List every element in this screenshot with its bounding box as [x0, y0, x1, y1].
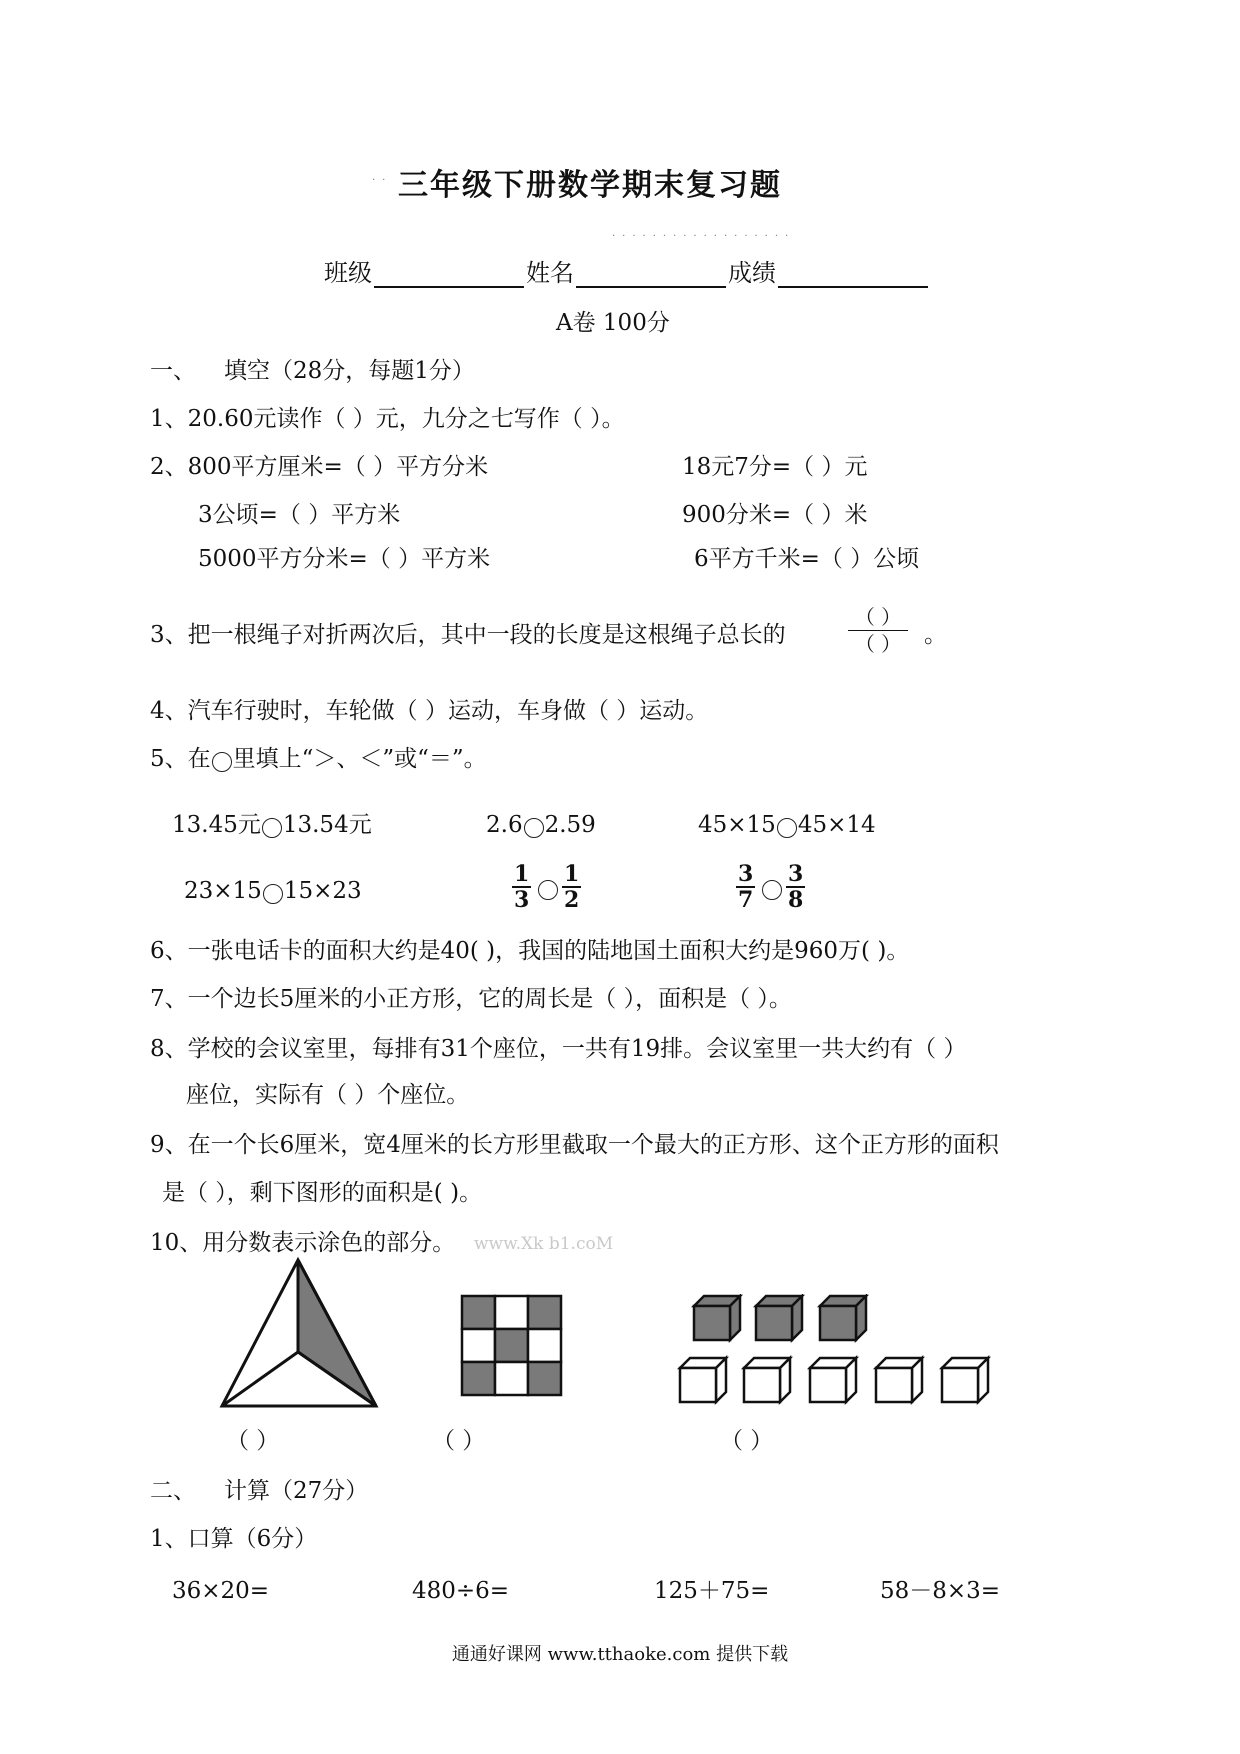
cube-shaded — [756, 1296, 802, 1340]
class-field[interactable] — [374, 262, 524, 288]
compare-b — [486, 810, 596, 840]
question-9a: 9、在一个长6厘米，宽4厘米的长方形里截取一个最大的正方形、这个正方形的面积 — [150, 1132, 999, 1158]
grid-cell-shaded — [462, 1362, 495, 1395]
info-row — [324, 258, 930, 288]
grid-cell — [528, 1329, 561, 1362]
section1-heading: 填空（28分，每题1分） — [224, 358, 475, 384]
name-field[interactable] — [576, 262, 726, 288]
question-2f: 6平方千米=（ ）公顷 — [694, 546, 920, 572]
section2-heading: 计算（27分） — [224, 1478, 369, 1504]
section2-number: 二、 — [150, 1478, 196, 1504]
grid-cell — [495, 1296, 528, 1329]
cube-white — [744, 1358, 790, 1402]
footer: 通通好课网 www.tthaoke.com 提供下载 — [451, 1644, 789, 1665]
denominator: 3 — [514, 887, 530, 913]
fraction-3-8 — [786, 862, 805, 912]
calc-item: 58－8×3= — [880, 1578, 1001, 1604]
score-field[interactable] — [778, 262, 928, 288]
score-label: 成绩 — [728, 259, 776, 287]
compare-circle[interactable] — [538, 880, 558, 900]
question-4: 4、汽车行驶时，车轮做（ ）运动，车身做（ ）运动。 — [150, 698, 709, 724]
dot-mark: .. — [372, 172, 393, 183]
calc-item: 125＋75= — [654, 1578, 770, 1604]
question-3: 3、把一根绳子对折两次后，其中一段的长度是这根绳子总长的 — [150, 622, 786, 648]
fraction-3-7 — [736, 862, 755, 912]
numerator: 1 — [564, 861, 580, 887]
question-7: 7、一个边长5厘米的小正方形，它的周长是（ ），面积是（ ）。 — [150, 986, 792, 1012]
grid-cell — [462, 1329, 495, 1362]
compare-c-left: 45×15 — [698, 812, 776, 838]
denominator: 7 — [738, 887, 754, 913]
grid-cell-shaded — [528, 1362, 561, 1395]
cube-white — [680, 1358, 726, 1402]
cube-white — [810, 1358, 856, 1402]
compare-circle[interactable] — [762, 880, 782, 900]
compare-a-right: 13.54元 — [282, 812, 372, 838]
answer-fraction-blank[interactable] — [848, 604, 908, 657]
section1-number: 一、 — [150, 358, 196, 384]
grid-cell-shaded — [495, 1329, 528, 1362]
grid-cell-shaded — [528, 1296, 561, 1329]
compare-circle[interactable] — [524, 818, 544, 838]
numerator: 1 — [514, 861, 530, 887]
question-2a: 2、800平方厘米=（ ）平方分米 — [150, 454, 489, 480]
watermark: www.Xk b1.coM — [474, 1234, 614, 1254]
page-title: 三年级下册数学期末复习题 — [398, 168, 782, 203]
compare-circle[interactable] — [263, 884, 283, 904]
compare-b-right: 2.59 — [544, 812, 596, 838]
compare-c-right: 45×14 — [797, 812, 876, 838]
question-8b: 座位，实际有（ ）个座位。 — [186, 1082, 470, 1108]
numerator: 3 — [738, 861, 754, 887]
fig2-answer-blank[interactable]: （ ） — [432, 1428, 486, 1454]
fraction-denominator-blank: （ ） — [854, 632, 902, 656]
circle-icon — [212, 752, 232, 772]
question-9b: 是（ ），剩下图形的面积是( )。 — [162, 1180, 483, 1206]
cube-shaded — [820, 1296, 866, 1340]
compare-a — [172, 810, 372, 840]
fraction-numerator-blank: （ ） — [848, 604, 908, 631]
fraction-1-3 — [512, 862, 531, 912]
name-label: 姓名 — [526, 259, 574, 287]
question-6: 6、一张电话卡的面积大约是40( )，我国的陆地国土面积大约是960万( )。 — [150, 938, 910, 964]
question-5-tail: 里填上“＞、＜”或“＝”。 — [232, 746, 487, 772]
paper-label: A卷 100分 — [556, 310, 670, 336]
section2-question-1: 1、口算（6分） — [150, 1526, 318, 1552]
triangle-median — [222, 1352, 298, 1406]
class-label: 班级 — [324, 259, 372, 287]
compare-d-right: 15×23 — [283, 878, 362, 904]
compare-d — [184, 876, 362, 906]
shaded-cubes-figure — [676, 1294, 1006, 1408]
question-2c: 3公顷=（ ）平方米 — [198, 502, 401, 528]
compare-circle[interactable] — [262, 818, 282, 838]
compare-d-left: 23×15 — [184, 878, 262, 904]
shaded-grid-figure — [460, 1294, 564, 1398]
cube-white — [942, 1358, 988, 1402]
fig1-answer-blank[interactable]: （ ） — [226, 1428, 280, 1454]
denominator: 8 — [788, 887, 804, 913]
fig3-answer-blank[interactable]: （ ） — [720, 1428, 774, 1454]
compare-c — [698, 810, 876, 840]
cube-shaded — [694, 1296, 740, 1340]
compare-a-left: 13.45元 — [172, 812, 261, 838]
fraction-1-2 — [562, 862, 581, 912]
compare-b-left: 2.6 — [486, 812, 523, 838]
dot-line: .................. — [612, 228, 796, 239]
grid-cell-shaded — [462, 1296, 495, 1329]
shaded-triangle-figure — [214, 1256, 384, 1412]
question-8a: 8、学校的会议室里，每排有31个座位，一共有19排。会议室里一共大约有（ ） — [150, 1036, 967, 1062]
question-10: 10、用分数表示涂色的部分。 — [150, 1230, 456, 1256]
question-2d: 900分米=（ ）米 — [682, 502, 868, 528]
question-3-end: 。 — [924, 622, 947, 648]
cube-white — [876, 1358, 922, 1402]
question-1: 1、20.60元读作（ ）元，九分之七写作（ ）。 — [150, 406, 625, 432]
calc-item: 36×20= — [172, 1578, 270, 1604]
denominator: 2 — [564, 887, 580, 913]
compare-circle[interactable] — [777, 818, 797, 838]
numerator: 3 — [788, 861, 804, 887]
calc-item: 480÷6= — [412, 1578, 510, 1604]
question-5-prefix: 5、在 — [150, 746, 211, 772]
question-5 — [150, 744, 487, 774]
question-2b: 18元7分=（ ）元 — [682, 454, 868, 480]
question-2e: 5000平方分米=（ ）平方米 — [198, 546, 491, 572]
grid-cell — [495, 1362, 528, 1395]
